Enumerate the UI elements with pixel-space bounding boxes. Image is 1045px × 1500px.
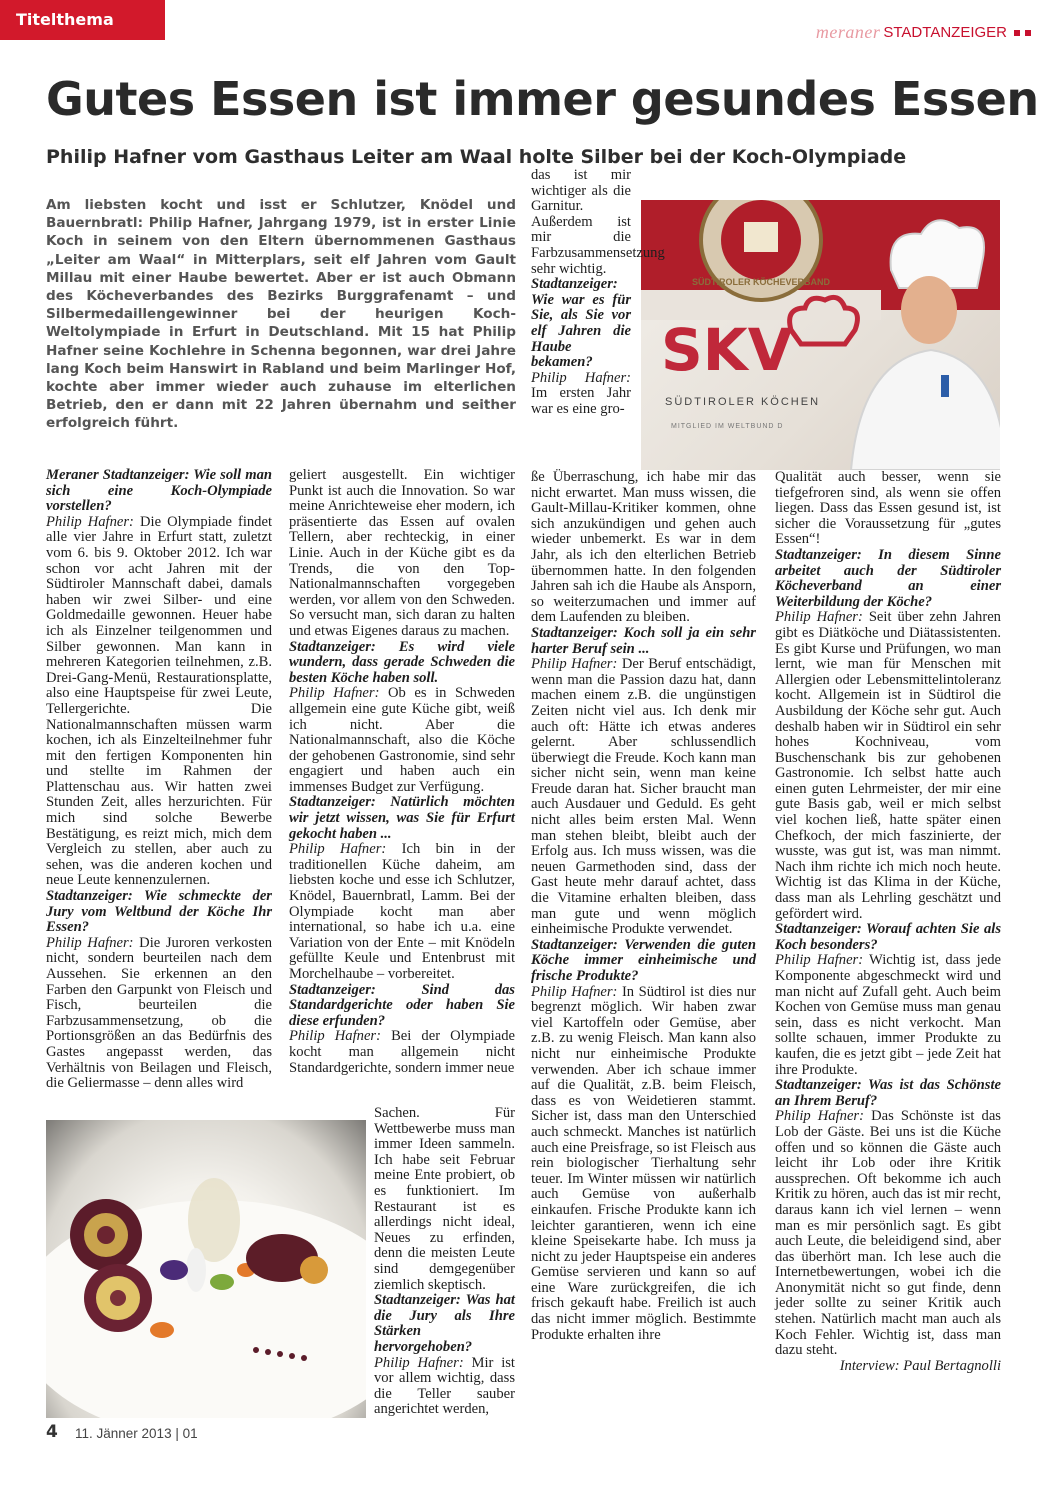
question: Stadtanzeiger: Verwenden die guten Köche immer einheimische und frische Produkte?	[531, 936, 756, 984]
food-photo-illustration	[46, 1120, 366, 1418]
jacket-badge	[941, 375, 949, 397]
issue-date: 11. Jänner 2013 | 01	[75, 1426, 198, 1441]
chef-face	[901, 276, 957, 344]
answer: Sachen. Für Wettbewerbe muss man immer Ideen sammeln. Ich habe seit Februar meine Ente probiert, ob es funktioniert. Im Restaurant ist es allerdings nicht ideal, Neues zu erfinden, denn die meisten Leute sind demgegenüber ziemlich skeptisch.	[374, 1105, 515, 1293]
speaker-label: Philip Hafner:	[374, 1354, 464, 1371]
vegetable-carrot	[150, 1322, 174, 1338]
question: Stadtanzeiger: Was ist das Schönste an Ihrem Beruf?	[775, 1077, 1001, 1109]
sauce-dot	[277, 1351, 283, 1357]
food-photo	[46, 1120, 366, 1418]
question: Stadtanzeiger: In diesem Sinne arbeitet auch der Südtiroler Köcheverband an einer Weiterbildung der Köche?	[775, 546, 1001, 610]
lead-paragraph: Am liebsten kocht und isst er Schlutzer, Knödel und Bauernbratl: Philip Hafner, Jahrgang 1979, ist in erster Linie Koch in seinem von den Eltern übernommenen Gasthaus „Leiter am Waal“ in Mitterplars, seit elf Jahren vom Gault Millau mit einer Haube bewertet. Aber er ist auch Obmann des Köcheverbandes des Bezirks Burggrafenamt – und Silbermedaillengewinner bei der heurigen Koch-Weltolympiade in Erfurt in Deutschland. Mit 15 hat Philip Hafner seine Kochlehre in Schenna begonnen, war drei Jahre lang Koch beim Hanswirt in Rabland und beim Marlinger Hof, kochte aber immer wieder auch zuhause im elterlichen Betrieb, den er dann mit 22 Jahren übernahm und seither erfolgreich führt.	[46, 197, 516, 432]
masthead-square-icon	[1014, 30, 1020, 36]
speaker-label: Philip Hafner:	[289, 685, 380, 702]
sauce-dot	[301, 1355, 307, 1361]
duck-roll-1-core	[97, 1226, 115, 1244]
answer: Seit über zehn Jahren gibt es Diätköche und Diätassistenten. Es gibt Kurse und Prüfungen, wo man lernt, wie man für Menschen mit Allergien oder Lebensmittelintoleranz kocht. Allgemein ist in Südtirol die Ausbildung der Köche sehr gut. Auch deshalb haben wir in Südtirol ein sehr hohes Kochniveau, vom Buschenschank bis zur gehobenen Gastronomie. Ich selbst hatte auch einen guten Lehrmeister, der mir eine gute Basis gab, weil er mich selbst viel kochen ließ, hatte später einen Chefkoch, der mich faszinierte, der wusste, was gut ist, was man nimmt. Nach ihm richte ich mich noch heute. Wichtig ist das Klima in der Küche, dass man als Lehrling geschätzt und gefördert wird.	[775, 609, 1001, 922]
answer: Das Schönste ist das Lob der Gäste. Bei uns ist die Küche offen und so können die Gäste auch leicht ihr Lob oder ihre Kritik aussprechen. Oft bekomme ich auch Kritik zu hören, auch das ist mir recht, daraus kann ich viel lernen – wenn man es mir persönlich sagt. Es gibt auch Leute, die beleidigend sind, aber das überhört man. Ich lese auch die Internetbewertungen, wobei ich die Anonymität nicht so gut finde, denn jeder sollte zu seiner Kritik auch stehen. Natürlich macht man auch als Koch Fehler. Wichtig ist, dass man dazu steht.	[775, 1108, 1001, 1359]
sign-line2: MITGLIED IM WELTBUND D	[671, 423, 784, 430]
answer: In Südtirol ist dies nur begrenzt möglich. Wir haben zwar viel Kartoffeln oder Gemüse, aber z.B. zu wenig Fleisch. Man kann also nicht nur einheimische Produkte verwenden. Aber ich schaue immer auf die Qualität, z.B. beim Fleisch, dass es von Weidetieren stammt. Sicher ist, dass man den Unterschied auch schmeckt. Manches ist natürlich auch eine Preisfrage, so ist Fleisch aus rein biologischer Tierhaltung sehr teuer. Im Winter müssen wir natürlich auch Gemüse von außerhalb einkaufen. Frische Produkte kann ich leichter garantieren, wenn ich eine kleine Speisekarte habe. Ich muss ja nicht zu jeder Hauptspeise ein anderes Gemüse servieren und kann so auf eine Ware zurückgreifen, die ich frisch gekauft habe. Freilich ist auch das nicht immer möglich. Bestimmte Produkte erhalten ihre	[531, 983, 756, 1343]
chef-photo-illustration	[641, 200, 1000, 470]
answer: ße Überraschung, ich habe mir das nicht erwartet. Man muss wissen, die Gault-Millau-Kritiker kommen, ohne sich anzukündigen und gehen auch wieder unbemerkt. Es war in dem Jahr, als ich den elterlichen Betrieb übernommen hatte. In den folgenden Jahren sah ich die Haube als Ansporn, so weiterzumachen und immer auf dem Laufenden zu bleiben.	[531, 469, 756, 626]
interview-column-2-narrow	[374, 1106, 515, 1418]
speaker-label: Philip Hafner:	[531, 369, 631, 386]
skv-logo: SKV	[661, 316, 793, 384]
speaker-label: Philip Hafner:	[775, 609, 863, 626]
emblem-text: SÜDTIROLER KÖCHEVERBAND	[691, 277, 831, 287]
emblem-shield	[744, 222, 778, 252]
interview-column-4	[775, 470, 1001, 1374]
question: Stadtanzeiger: Wie schmeckte der Jury vom Weltbund der Köche Ihr Essen?	[46, 888, 272, 936]
page-number: 4	[46, 1422, 58, 1442]
chef-jacket	[851, 350, 1000, 470]
answer: geliert ausgestellt. Ein wichtiger Punkt ist auch die Innovation. So war meine Anrichteweise eher modern, ich präsentierte das Essen auf ovalen Tellern, aber rechteckig, in einer Linie. Auch in der Küche gibt es da Trends, die von den Top-Nationalmannschaften vorgegeben werden, vor allem von den Schweden. So versucht man, sich daran zu halten und etwas Eigenes daraus zu machen.	[289, 467, 515, 639]
interview-column-1	[46, 468, 272, 1092]
question: Stadtanzeiger: Es wird viele wundern, dass gerade Schweden die besten Köche haben soll.	[289, 638, 515, 686]
question: Stadtanzeiger: Wie war es für Sie, als Sie vor elf Jahren die Haube bekamen?	[531, 276, 631, 371]
sauce-dot	[253, 1347, 259, 1353]
section-tag: Titelthema	[0, 0, 165, 40]
question: Stadtanzeiger: Natürlich möchten wir jetzt wissen, was Sie für Erfurt gekocht haben ...	[289, 794, 515, 842]
question: Meraner Stadtanzeiger: Wie soll man sich eine Koch-Olympiade vorstellen?	[46, 467, 272, 515]
answer: Im ersten Jahr war es eine gro-	[531, 385, 631, 417]
sign-line1: SÜDTIROLER KÖCHEN	[665, 396, 821, 408]
vegetable-purple	[160, 1260, 188, 1280]
answer: Mir ist vor allem wichtig, dass die Teller sauber angerichtet werden,	[374, 1354, 515, 1418]
answer: Bei der Olympiade kocht man allgemein nicht Standardgerichte, sondern immer neue	[289, 1028, 515, 1076]
answer: Die Olympiade findet alle vier Jahre in Erfurt statt, zuletzt vom 6. bis 9. Oktober 2012. Ich war schon vor acht Jahren mit der Südtiroler Mannschaft dabei, damals haben wir zwei Silber- und eine Goldmedaille gewonnen. Heuer habe ich als Einzelner teilgenommen und Silber gewonnen. Man kann in mehreren Kategorien teilnehmen, z.B. Drei-Gang-Menü, Restaurationsplatte, also eine Hauptspeise für zwei Leute, Tellergerichte. Die Nationalmannschaften müssen warm kochen, ich als Einzelteilnehmer fuhr mit den fertigen Komponenten hin und stellte im Rahmen der Plattenschau aus. Wir hatten zwei Stunden Zeit, alles herzurichten. Für mich sind solche Bewerbe Bestätigung, es reizt mich, mich dem Vergleich zu stellen, aber auch zu sehen, was die anderen kochen und neue Leute kennenzulernen.	[46, 513, 272, 889]
interview-column-3-narrow	[531, 167, 665, 418]
chef-photo	[641, 200, 1000, 470]
answer: Qualität auch besser, wenn sie tiefgefroren sind, als wenn sie offen liegen. Dass das Essen gesund ist, ist sicher die Voraussetzung für „gutes Essen“!	[775, 469, 1001, 548]
answer: Die Juroren verkosten nicht, sondern beurteilen nach dem Aussehen. Sie erkennen an den Farben den Garpunkt von Fleisch und Fisch, beurteilen die Farbzusammensetzung, ob die Portionsgrößen an das Bedürfnis des Gastes angepasst werden, das Verhältnis von Beilagen und Fleisch, die Geliermasse – denn alles wird	[46, 934, 272, 1092]
speaker-label: Philip Hafner:	[289, 841, 387, 858]
morel-cap	[300, 1256, 328, 1284]
vegetable-white	[186, 1248, 206, 1292]
speaker-label: Philip Hafner:	[531, 656, 618, 673]
duck-roll-2-core	[110, 1290, 126, 1306]
masthead-square-icon	[1025, 30, 1031, 36]
interview-column-2	[289, 468, 515, 1076]
masthead-name: STADTANZEIGER	[883, 24, 1007, 41]
headline: Gutes Essen ist immer gesundes Essen	[46, 72, 1039, 126]
question: Stadtanzeiger: Was hat die Jury als Ihre Stärken hervorgehoben?	[374, 1292, 515, 1355]
interview-signature: Interview: Paul Bertagnolli	[839, 1357, 1001, 1374]
vegetable-green	[210, 1274, 234, 1290]
answer: Wichtig ist, dass jede Komponente abgeschmeckt wird und man nicht auf Zufall geht. Auch beim Kochen von Gemüse muss man genau sein, dass es nicht verkocht. Man sollte schauen, immer Produkte zu kaufen, die es jetzt gibt – jede Zeit hat ihre Produkte.	[775, 952, 1001, 1078]
speaker-label: Philip Hafner:	[531, 983, 618, 1000]
speaker-label: Philip Hafner:	[289, 1028, 381, 1045]
answer: Ob es in Schweden allgemein eine gute Küche gibt, weiß ich nicht. Aber die Nationalmannschaft, also die Köche der gehobenen Gastronomie, sind sehr engagiert und haben auch ein immenses Budget zur Verfügung.	[289, 685, 515, 795]
speaker-label: Philip Hafner:	[775, 952, 864, 969]
question: Stadtanzeiger: Koch soll ja ein sehr harter Beruf sein ...	[531, 624, 756, 657]
speaker-label: Philip Hafner:	[46, 513, 134, 530]
masthead-brand: meraner	[815, 22, 881, 42]
answer: das ist mir wichtiger als die Garnitur. Außerdem ist mir die Farbzusammensetzung sehr wichtig.	[531, 167, 665, 277]
sauce-dot	[289, 1353, 295, 1359]
answer: Ich bin in der traditionellen Küche daheim, am liebsten koche und esse ich Schlutzer, Knödel, Bauernbratl, Lamm. Bei der Olympiade kocht man aber international, so habe ich u.a. eine Variation von der Ente – mit Knödeln gefüllte Keule und Entenbrust mit Morchelhaube – vorbereitet.	[289, 841, 515, 982]
speaker-label: Philip Hafner:	[775, 1108, 864, 1125]
question: Stadtanzeiger: Sind das Standardgerichte oder haben Sie diese erfunden?	[289, 981, 515, 1029]
subheadline: Philip Hafner vom Gasthaus Leiter am Waal holte Silber bei der Koch-Olympiade	[46, 146, 907, 168]
sauce-dot	[265, 1349, 271, 1355]
answer: Der Beruf entschädigt, wenn man die Passion dazu hat, dann machen einem z.B. die ungünstigen Zeiten nicht viel aus. Ich denk mir auch oft: Hätte ich etwas anderes gelernt. Aber schlussendlich überwiegt die Freude. Koch kann man sicher nicht sein, wenn man keine Freude daran hat. Sicher braucht man auch Ausdauer und Geduld. Es geht nicht alles beim ersten Mal. Wenn man stehen bleibt, bleibt auch der Erfolg aus. Ich muss wissen, was die neuen Garmethoden sind, dass der Gast heute mehr darauf achtet, dass die Vitamine erhalten bleiben, dass man gute und wenn möglich einheimische Produkte verwendet.	[531, 656, 757, 938]
question: Stadtanzeiger: Worauf achten Sie als Koch besonders?	[775, 921, 1001, 953]
masthead	[816, 22, 1031, 43]
interview-column-3	[531, 470, 756, 1343]
speaker-label: Philip Hafner:	[46, 934, 134, 951]
